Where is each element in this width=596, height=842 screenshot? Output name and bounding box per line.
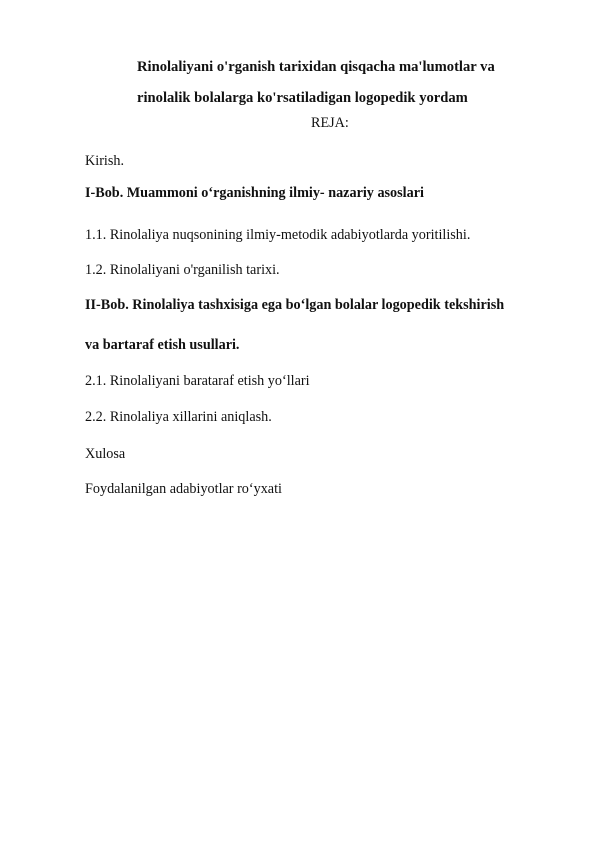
plan-item-introduction: Kirish. bbox=[85, 153, 125, 169]
plan-item-section-1-2: 1.2. Rinolaliyani o'rganilish tarixi. bbox=[85, 262, 280, 278]
plan-item-conclusion: Xulosa bbox=[85, 446, 126, 462]
plan-item-section-2-2: 2.2. Rinolaliya xillarini aniqlash. bbox=[85, 409, 272, 425]
document-title-line-1: Rinolaliyani o'rganish tarixidan qisqacha ma'lumotlar va bbox=[137, 59, 495, 75]
plan-item-chapter-1: I-Bob. Muammoni o‘rganishning ilmiy- nazariy asoslari bbox=[85, 185, 424, 201]
plan-heading: REJA: bbox=[311, 115, 349, 131]
plan-item-section-1-1: 1.1. Rinolaliya nuqsonining ilmiy-metodik adabiyotlarda yoritilishi. bbox=[85, 227, 471, 243]
plan-item-references: Foydalanilgan adabiyotlar ro‘yxati bbox=[85, 481, 282, 497]
document-title-line-2: rinolalik bolalarga ko'rsatiladigan logopedik yordam bbox=[137, 90, 468, 106]
plan-item-section-2-1: 2.1. Rinolaliyani barataraf etish yo‘llari bbox=[85, 373, 310, 389]
plan-item-chapter-2-line-1: II-Bob. Rinolaliya tashxisiga ega bo‘lgan bolalar logopedik tekshirish bbox=[85, 297, 505, 313]
plan-item-chapter-2-line-2: va bartaraf etish usullari. bbox=[85, 337, 240, 353]
